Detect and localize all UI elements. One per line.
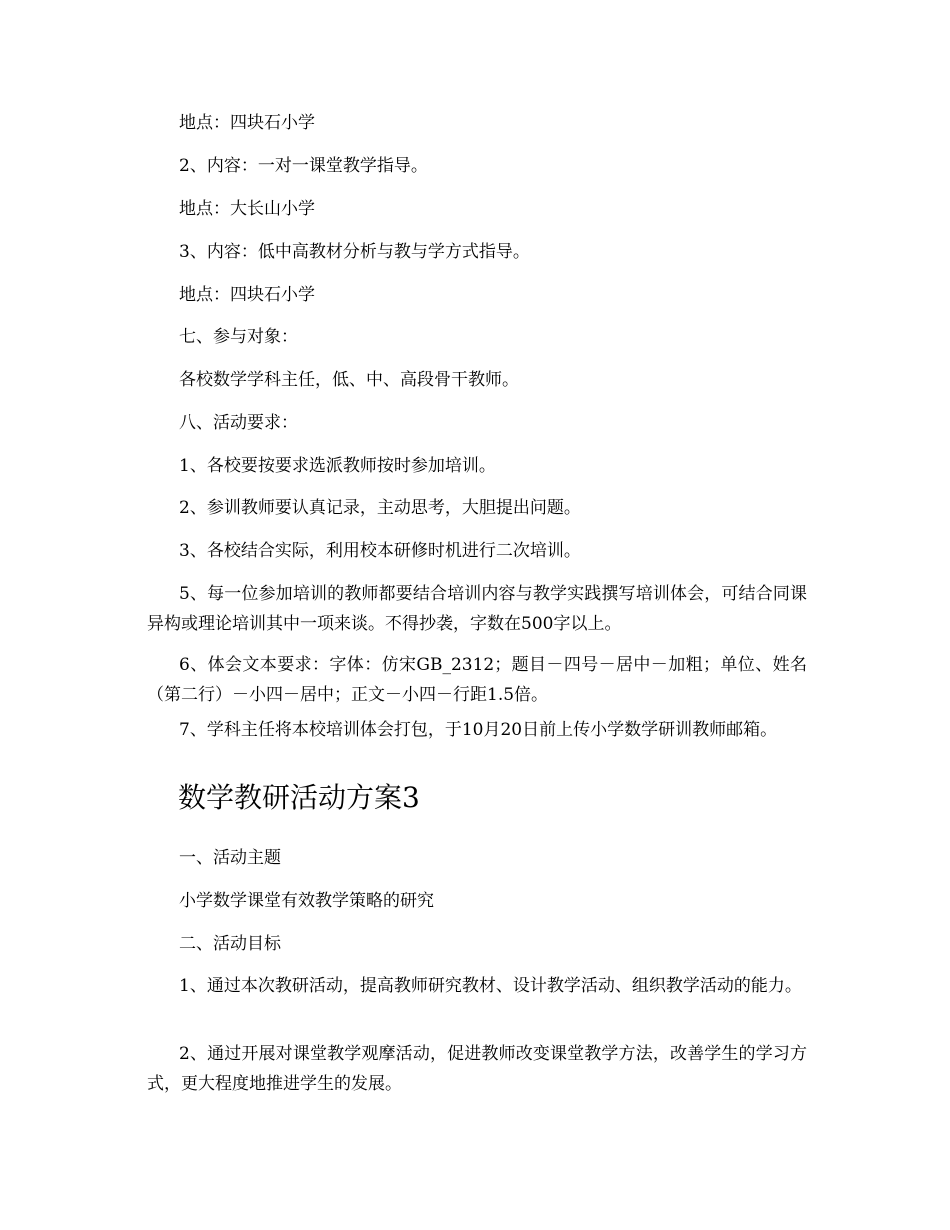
paragraph-content-3: 3、内容：低中高教材分析与教与学方式指导。 bbox=[179, 242, 530, 262]
paragraph-participants: 各校数学学科主任，低、中、高段骨干教师。 bbox=[179, 370, 519, 390]
paragraph-goal-1: 1、通过本次教研活动，提高教师研究教材、设计教学活动、组织教学活动的能力。 bbox=[179, 976, 802, 996]
paragraph-goal-heading: 二、活动目标 bbox=[179, 934, 281, 954]
paragraph-requirement-1: 1、各校要按要求选派教师按时参加培训。 bbox=[179, 456, 496, 476]
paragraph-goal-2: 2、通过开展对课堂教学观摩活动，促进教师改变课堂教学方法，改善学生的学习方式，更大程度地推进学生的发展。 bbox=[147, 1044, 807, 1094]
paragraph-theme-heading: 一、活动主题 bbox=[179, 848, 281, 868]
paragraph-requirement-5: 5、每一位参加培训的教师都要结合培训内容与教学实践撰写培训体会，可结合同课异构或理论培训其中一项来谈。不得抄袭，字数在500字以上。 bbox=[147, 584, 807, 634]
paragraph-location-2: 地点：大长山小学 bbox=[179, 199, 315, 219]
section-title: 数学教研活动方案3 bbox=[178, 781, 420, 814]
paragraph-content-2: 2、内容：一对一课堂教学指导。 bbox=[179, 156, 428, 176]
paragraph-requirement-3: 3、各校结合实际，利用校本研修时机进行二次培训。 bbox=[179, 541, 581, 561]
paragraph-theme: 小学数学课堂有效教学策略的研究 bbox=[179, 891, 434, 911]
paragraph-requirement-2: 2、参训教师要认真记录，主动思考，大胆提出问题。 bbox=[179, 498, 581, 518]
paragraph-section-7: 七、参与对象： bbox=[179, 327, 298, 347]
paragraph-requirement-6: 6、体会文本要求：字体：仿宋GB_2312；题目－四号－居中－加粗；单位、姓名（第二行）－小四－居中；正文－小四－行距1.5倍。 bbox=[147, 655, 807, 705]
paragraph-location-1: 地点：四块石小学 bbox=[179, 113, 315, 133]
paragraph-section-8: 八、活动要求： bbox=[179, 413, 298, 433]
paragraph-location-3: 地点：四块石小学 bbox=[179, 285, 315, 305]
paragraph-requirement-7: 7、学科主任将本校培训体会打包，于10月20日前上传小学数学研训教师邮箱。 bbox=[179, 720, 778, 740]
